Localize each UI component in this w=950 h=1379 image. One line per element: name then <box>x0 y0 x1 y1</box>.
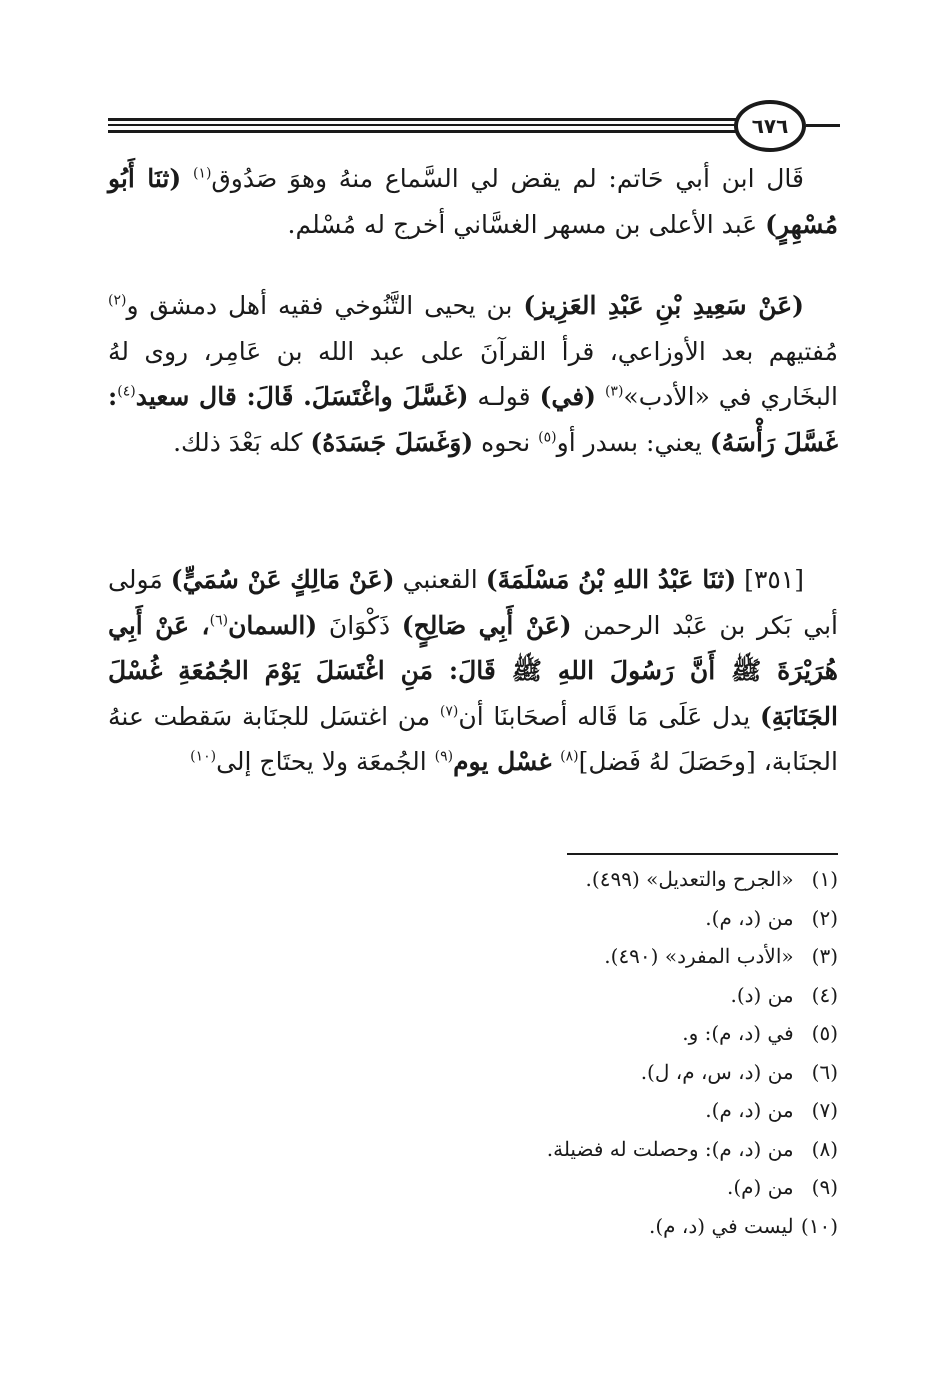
paragraph-text <box>108 283 838 465</box>
header-rule <box>108 124 736 126</box>
footnote-text: من (د). <box>730 982 794 1007</box>
paragraph-text <box>108 557 838 785</box>
footnote-ref: (١٠) <box>190 748 217 765</box>
footnote-ref: (٤) <box>117 383 136 400</box>
text-run: مُفتيهم بعد الأوزاعي، قرأ القرآنَ على عبد الله بن عَامِر، روى لهُ البخَاري في «الأدب» <box>108 336 838 411</box>
footnote <box>108 976 838 1015</box>
bold-run: (ثنَا عَبْدُ اللهِ بْنُ مَسْلَمَةَ) <box>485 565 737 594</box>
header-rule-tail <box>806 124 840 127</box>
text-run: القعنبي <box>394 565 486 594</box>
bold-run: (غَسَّلَ واغْتَسَلَ. قَالَ: قال سعيد <box>135 382 469 411</box>
text-run: يدل عَلَى مَا قَاله أصحَابنَا أن <box>458 701 760 731</box>
footnote <box>108 899 838 938</box>
footnotes <box>108 860 838 1245</box>
text-run: قَال ابن أبي حَاتم: لم يقض لي السَّماع منهُ وهوَ صَدُوق <box>211 164 804 193</box>
footnote-text: «الجرح والتعديل» (٤٩٩). <box>585 867 794 891</box>
footnote-ref: (٣) <box>604 383 624 400</box>
footnote-text: ليست في (د، م). <box>649 1213 794 1238</box>
footnote-ref: (٢) <box>108 292 127 309</box>
paragraph-2 <box>108 283 838 465</box>
text-run: يعني: بسدر أو <box>556 427 710 457</box>
bold-run: (عَنْ أَبِي صَالِحٍ) <box>401 610 572 640</box>
bold-run: (عَنْ مَالِكٍ عَنْ سُمَيٍّ) <box>170 565 395 594</box>
bold-run: ، عَنْ أَبِي هُرَيْرَةَ ﷺ أَنَّ رَسُولَ اللهِ ﷺ قَالَ: مَنِ اغْتَسَلَ يَوْمَ الجُمُعَةِ غُسْلَ الجَنَابَةِ) <box>108 610 838 731</box>
footnote <box>108 1014 838 1053</box>
text-run: الجُمعَة ولا يحتَاج إلى <box>216 747 435 776</box>
footnote <box>108 1207 838 1246</box>
footnote-number: (٨) <box>811 1136 838 1161</box>
text-run: نحوه <box>473 427 539 457</box>
footnote <box>108 1130 838 1169</box>
footnote-text: «الأدب المفرد» (٤٩٠). <box>604 944 794 968</box>
footnote-ref: (٧) <box>439 703 459 720</box>
paragraph-1 <box>108 156 838 247</box>
page-header <box>108 96 838 154</box>
footnote-number: (٤) <box>811 982 838 1007</box>
footnote-text: في (د، م): و. <box>682 1021 794 1045</box>
footnote <box>108 937 838 976</box>
footnote-ref: (٥) <box>538 429 557 446</box>
footnote-text: من (د، س، م، ل). <box>640 1059 794 1084</box>
paragraph-3 <box>108 557 838 785</box>
footnote <box>108 860 838 899</box>
footnote-number: (٢) <box>811 905 838 930</box>
header-rule <box>108 130 736 133</box>
text-run: مَولى أبي بَكر بن عَبْد الرحمن <box>108 565 838 640</box>
footnote <box>108 1053 838 1092</box>
page-number: ٦٧٦ <box>734 100 806 152</box>
footnote-text: من (م). <box>727 1175 794 1199</box>
bold-run: (ثنَا أَبُو مُسْهِرٍ) <box>108 164 838 239</box>
text-run: عَبد الأعلى بن مسهر الغسَّاني أخرج له مُسْلم. <box>287 209 766 239</box>
bold-run: غسْل يوم <box>453 747 561 776</box>
footnote-text: من (د، م). <box>705 905 794 930</box>
bold-run: (السمان <box>228 610 318 640</box>
hadith-number: [٣٥١] <box>736 565 805 594</box>
footnote-number: (٣) <box>811 944 838 968</box>
footnote-ref: (٩) <box>434 748 454 765</box>
footnote-number: (٧) <box>811 1098 838 1122</box>
bold-run: (في) <box>539 382 597 411</box>
text-run: كله بَعْدَ ذلك. <box>173 427 311 457</box>
footnote-number: (١) <box>811 867 838 891</box>
footnote-separator <box>567 853 838 855</box>
text-run: ذَكْوَانَ <box>317 610 402 640</box>
footnote-ref: (٨) <box>560 748 579 765</box>
bold-run: : غَسَّلَ رَأْسَهُ) <box>108 382 838 457</box>
bold-run: (عَنْ سَعِيدِ بْنِ عَبْدِ العَزِيز) <box>523 291 804 320</box>
footnote <box>108 1091 838 1130</box>
footnote-number: (٩) <box>811 1175 838 1199</box>
header-rule <box>108 118 736 121</box>
footnote-text: من (د، م). <box>705 1098 794 1122</box>
text-run: من اغتسَل للجنَابة سَقطت عنهُ الجنَابة، [وحَصَلَ لهُ فَضل] <box>108 701 838 776</box>
text-run: بن يحيى التَّنُوخي فقيه أهل دمشق و <box>126 291 524 320</box>
footnote-number: (١٠) <box>800 1213 838 1238</box>
text-run: قولـه <box>468 382 540 411</box>
footnote-ref: (١) <box>192 165 212 182</box>
footnote-number: (٥) <box>811 1021 838 1045</box>
footnote-ref: (٦) <box>209 612 229 629</box>
footnote-number: (٦) <box>811 1059 838 1084</box>
paragraph-text <box>108 156 838 247</box>
bold-run: (وَغَسَلَ جَسَدَهُ) <box>310 427 474 457</box>
footnote-text: من (د، م): وحصلت له فضيلة. <box>546 1136 794 1161</box>
footnote <box>108 1168 838 1207</box>
